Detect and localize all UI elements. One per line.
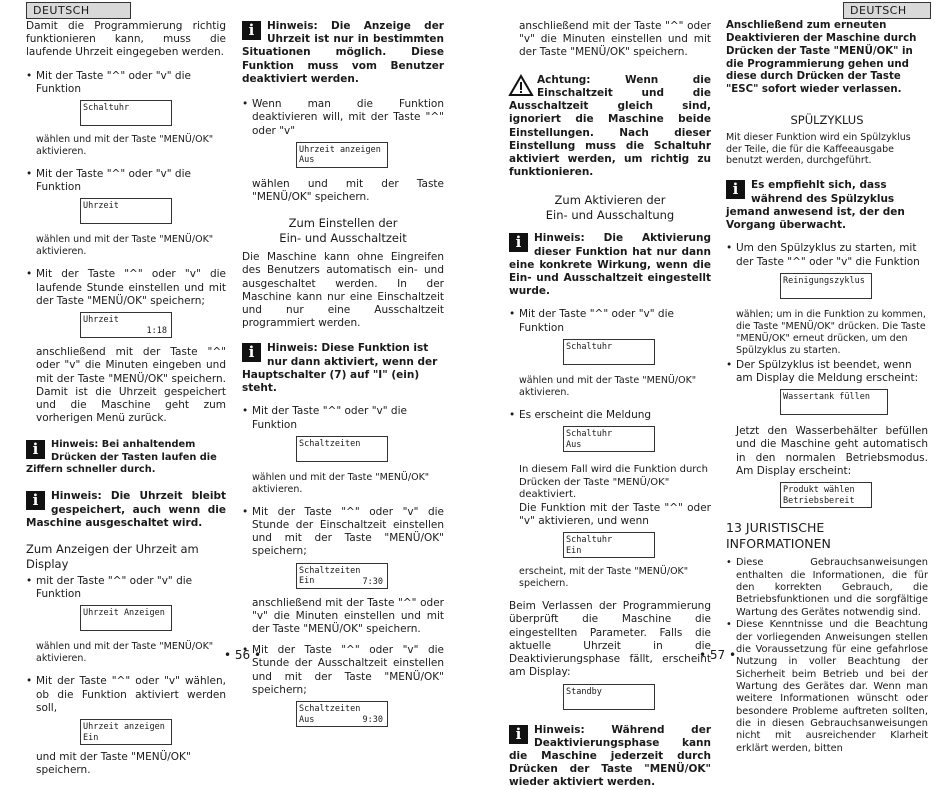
paragraph: In diesem Fall wird die Funktion durch Drücken der Taste "MENÜ/OK" deaktiviert.	[519, 464, 709, 501]
page-number-right: • 57 •	[699, 648, 737, 662]
note-box	[242, 342, 444, 395]
list-item: • Es erscheint die Meldung	[509, 409, 711, 422]
column-3	[509, 20, 711, 790]
info-icon: i	[509, 233, 528, 252]
list-item: • Um den Spülzyklus zu starten, mit der Taste "^" oder "v" die Funktion	[726, 242, 928, 268]
list-item: • Diese Kenntnisse und die Beachtung der vorliegenden Anweisungen stellen die Voraussetzung für eine gefahrlose Nutzung in voller Beachtung der Sicherheit beim Betrieb und bei der Wartung des Gerätes dar. Wenn man weitere Informationen wünscht oder besondere Probleme auftreten sollten, die in diesen Gebrauchsanweisungen nicht mit ausreichender Klarheit erklärt werden, bitten	[726, 619, 928, 755]
display-box: Schaltzeiten	[296, 436, 388, 462]
list-item: • Der Spülzyklus ist beendet, wenn am Display die Meldung erscheint:	[726, 359, 928, 385]
paragraph: wählen und mit der Taste "MENÜ/OK" aktivieren.	[519, 374, 697, 398]
paragraph: Die Maschine kann ohne Eingreifen des Benutzers automatisch ein- und ausgeschaltet werden. In der Maschine kann nur eine Einschaltzeit und nur eine Ausschaltzeit programmiert werden.	[242, 251, 444, 330]
paragraph: Jetzt den Wasserbehälter befüllen und die Maschine geht automatisch in den normalen Betriebsmodus. Am Display erscheint:	[736, 425, 928, 477]
list-item: • Mit der Taste "^" oder "v" die Stunde der Einschaltzeit einstellen und mit der Taste "MENÜ/OK" speichern;	[242, 506, 444, 559]
display-box: Uhrzeit anzeigen Aus	[296, 142, 388, 168]
note-text: Hinweis: Die Anzeige der Uhrzeit ist nur in bestimmten Situationen möglich. Diese Funktion muss vom Benutzer deaktiviert werden.	[242, 20, 444, 85]
info-icon: i	[242, 343, 261, 362]
note-box	[509, 724, 711, 790]
paragraph: wählen und mit der Taste "MENÜ/OK" aktivieren.	[36, 641, 214, 665]
warning-box	[509, 74, 711, 180]
paragraph: wählen und mit der Taste "MENÜ/OK" aktivieren.	[252, 471, 430, 495]
paragraph: wählen; um in die Funktion zu kommen, die Taste "MENÜ/OK" drücken. Die Taste "MENÜ/OK" erneut drücken, um den Spülzyklus zu starten.	[736, 308, 926, 356]
note-box	[509, 232, 711, 298]
paragraph: und mit der Taste "MENÜ/OK" speichern.	[36, 751, 191, 777]
section-heading: Ein- und Ausschaltung	[545, 207, 675, 222]
language-tab-left: DEUTSCH	[26, 2, 131, 19]
display-box: Schaltuhr Aus	[563, 426, 655, 452]
display-box: Reinigungszyklus	[780, 273, 872, 299]
chapter-heading: 13 JURISTISCHE INFORMATIONEN	[726, 519, 831, 551]
display-box: Uhrzeit Anzeigen	[80, 605, 172, 631]
note-text: Hinweis: Diese Funktion ist nur dann aktiviert, wenn der Hauptschalter (7) auf "I" (ein) steht.	[242, 342, 438, 395]
note-text: Hinweis: Die Aktivierung dieser Funktion hat nur dann eine konkrete Wirkung, wenn die Ein- und Ausschaltzeit eingestellt wurde.	[509, 232, 711, 298]
display-box: Schaltzeiten Ein 7:30	[296, 563, 388, 589]
paragraph: Mit dieser Funktion wird ein Spülzyklus der Teile, die für die Kaffeeausgabe benutzt werden, durchgeführt.	[726, 131, 911, 167]
info-icon: i	[726, 180, 745, 199]
note-box	[726, 179, 928, 232]
paragraph: anschließend mit der Taste "^" oder "v" die Minuten einstellen und mit der Taste "MENÜ/OK" speichern.	[519, 20, 711, 59]
info-icon: i	[26, 491, 45, 510]
warning-text: Achtung: Wenn die Einschaltzeit und die Ausschaltzeit gleich sind, ignoriert die Maschine beide Einstellungen. Nach dieser Einstellung muss die Schaltuhr aktiviert werden, um richtig zu funktionieren.	[509, 73, 711, 179]
section-heading: Zum Einstellen der	[288, 216, 398, 231]
note-box	[26, 439, 226, 476]
column-1	[26, 20, 226, 778]
display-box: Standby	[563, 684, 655, 710]
display-box: Uhrzeit 1:18	[80, 312, 172, 338]
paragraph: wählen und mit der Taste "MENÜ/OK" aktivieren.	[36, 234, 214, 258]
info-icon: i	[26, 440, 45, 459]
list-item: • Mit der Taste "^" oder "v" die Funktion	[242, 405, 444, 431]
list-item: • Mit der Taste "^" oder "v" die Funktion	[26, 70, 226, 96]
list-item: • Mit der Taste "^" oder "v" die Funktion	[509, 308, 711, 334]
section-heading: Zum Aktivieren der	[554, 193, 666, 208]
display-box: Schaltuhr	[563, 339, 655, 365]
paragraph: erscheint, mit der Taste "MENÜ/OK" speichern.	[519, 566, 689, 590]
list-item: • Wenn man die Funktion deaktivieren will, mit der Taste "^" oder "v"	[242, 98, 444, 138]
section-heading: SPÜLZYKLUS	[790, 113, 864, 128]
list-item: • Mit der Taste "^" oder "v" die laufende Stunde einstellen und mit der Taste "MENÜ/OK" speichern;	[26, 268, 226, 308]
column-4	[726, 20, 928, 755]
list-item: • Mit der Taste "^" oder "v" die Funktion	[26, 168, 226, 194]
list-item: • Mit der Taste "^" oder "v" die Stunde der Ausschaltzeit einstellen und mit der Taste "MENÜ/OK" speichern;	[242, 644, 444, 697]
info-icon: i	[509, 725, 528, 744]
list-item: • Diese Gebrauchsanweisungen enthalten die Informationen, die für den korrekten Gebrauch, die Betriebsfunktionen und die sorgfältige Wartung des Gerätes notwendig sind.	[726, 557, 928, 619]
display-box: Uhrzeit	[80, 198, 172, 224]
warning-icon	[509, 75, 533, 96]
paragraph: Damit die Programmierung richtig funktionieren kann, muss die laufende Uhrzeit eingegeben werden.	[26, 20, 226, 59]
note-text: Hinweis: Die Uhrzeit bleibt gespeichert, auch wenn die Maschine ausgeschaltet wird.	[26, 490, 226, 529]
info-icon: i	[242, 21, 261, 40]
paragraph: Beim Verlassen der Programmierung überprüft die Maschine die eingestellten Parameter. Falls die aktuelle Uhrzeit in die Deaktivierungsphase fällt, erscheint am Display:	[509, 600, 711, 679]
paragraph: wählen und mit der Taste "MENÜ/OK" speichern.	[252, 177, 444, 203]
note-box	[242, 20, 444, 86]
paragraph: Die Funktion mit der Taste "^" oder "v" aktivieren, und wenn	[519, 501, 711, 528]
display-box: Uhrzeit anzeigen Ein	[80, 719, 172, 745]
section-heading: Ein- und Ausschaltzeit	[279, 230, 407, 245]
note-text: Hinweis: Bei anhaltendem Drücken der Tasten laufen die Ziffern schneller durch.	[26, 439, 217, 476]
display-box: Produkt wählen Betriebsbereit	[780, 482, 872, 508]
display-box: Schaltuhr Ein	[563, 532, 655, 558]
display-box: Schaltzeiten Aus 9:30	[296, 701, 388, 727]
display-box: Wassertank füllen	[780, 389, 888, 415]
note-text: Es empfiehlt sich, dass während des Spülzyklus jemand anwesend ist, der den Vorgang überwacht.	[726, 179, 905, 232]
note-text: Hinweis: Während der Deaktivierungsphase kann die Maschine jederzeit durch Drücken der Taste "MENÜ/OK" wieder aktiviert werden.	[509, 723, 711, 789]
display-box: Schaltuhr	[80, 100, 172, 126]
section-heading: Zum Anzeigen der Uhrzeit am Display	[26, 542, 199, 571]
paragraph: wählen und mit der Taste "MENÜ/OK" aktivieren.	[36, 134, 214, 158]
list-item: • Mit der Taste "^" oder "v" wählen, ob die Funktion aktiviert werden soll,	[26, 675, 226, 715]
list-item: • mit der Taste "^" oder "v" die Funktion	[26, 575, 226, 601]
column-2	[242, 20, 444, 727]
page-number-left: • 56 •	[224, 648, 262, 662]
paragraph: anschließend mit der Taste "^" oder "v" die Minuten einstellen und mit der Taste "MENÜ/OK" speichern.	[252, 596, 444, 636]
language-tab-right: DEUTSCH	[843, 2, 931, 19]
note-box	[26, 490, 226, 530]
paragraph: Anschließend zum erneuten Deaktivieren der Maschine durch Drücken der Taste "MENÜ/OK" in die Programmierung gehen und diese durch Drücken der Taste "ESC" sofort wieder verlassen.	[726, 20, 917, 96]
paragraph: anschließend mit der Taste "^" oder "v" die Minuten eingeben und mit der Taste "MENÜ/OK" speichern. Damit ist die Uhrzeit gespeichert und die Maschine geht zum vorherigen Menü zurück.	[36, 346, 226, 425]
